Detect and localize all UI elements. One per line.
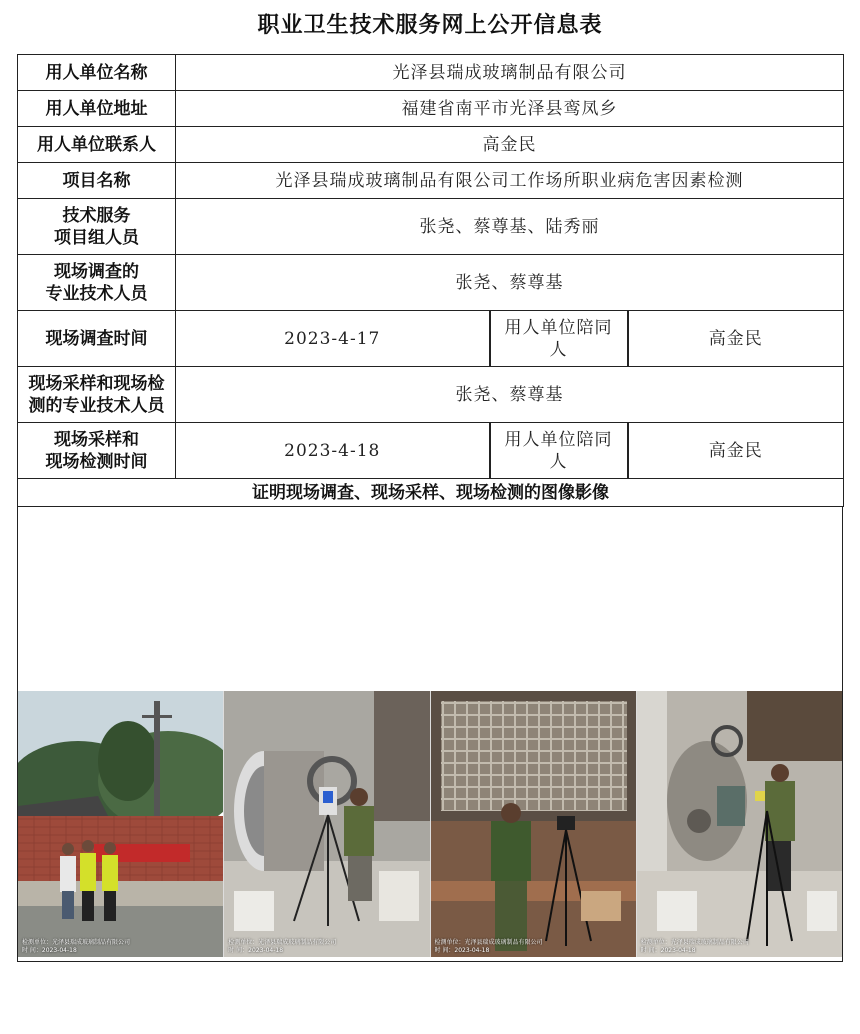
photo-4-stamp xyxy=(641,939,749,955)
photo-2-stamp-line1: 检测单位：光泽县瑞成玻璃制品有限公司 xyxy=(228,939,337,946)
photo-2-stamp xyxy=(228,939,336,955)
photo-area xyxy=(17,507,843,962)
photo-4-stamp-line2: 时 间：2023-04-18 xyxy=(640,947,696,954)
machine-sampling-photo xyxy=(637,691,842,957)
photo-strip xyxy=(18,691,842,957)
outdoor-team-photo xyxy=(18,691,224,957)
project-name-label: 项目名称 xyxy=(18,163,176,199)
row-photo-heading xyxy=(18,479,844,507)
sampling-staff-label xyxy=(18,367,176,423)
employer-address-label: 用人单位地址 xyxy=(18,91,176,127)
workshop-sampling-photo xyxy=(431,691,637,957)
survey-time-value: 2023-4-17 xyxy=(176,311,490,367)
project-team-label-line1: 技术服务 xyxy=(62,205,131,226)
sampling-time-label xyxy=(18,423,176,479)
sampling-companion-label-line1: 用人单位陪同 xyxy=(504,429,613,450)
employer-name-label: 用人单位名称 xyxy=(18,55,176,91)
sampling-staff-label-line1: 现场采样和现场检 xyxy=(28,373,165,394)
photo-4-stamp-line1: 检测单位：光泽县瑞成玻璃制品有限公司 xyxy=(640,939,749,946)
survey-companion-label-line1: 用人单位陪同 xyxy=(504,317,613,338)
row-sampling-staff xyxy=(18,367,844,423)
row-employer-contact xyxy=(18,127,844,163)
survey-staff-label-line1: 现场调查的 xyxy=(54,261,139,282)
employer-contact-label: 用人单位联系人 xyxy=(18,127,176,163)
page-title: 职业卫生技术服务网上公开信息表 xyxy=(257,12,603,38)
employer-name-value: 光泽县瑞成玻璃制品有限公司 xyxy=(176,55,844,91)
survey-companion-label xyxy=(490,311,628,367)
row-survey-staff xyxy=(18,255,844,311)
row-survey-time xyxy=(18,311,844,367)
survey-companion-value: 高金民 xyxy=(628,311,844,367)
sampling-time-label-line1: 现场采样和 xyxy=(54,429,139,450)
survey-staff-value: 张尧、蔡尊基 xyxy=(176,255,844,311)
survey-staff-label-line2: 专业技术人员 xyxy=(45,283,148,304)
row-project-team xyxy=(18,199,844,255)
survey-companion-label-line2: 人 xyxy=(549,339,568,360)
info-table xyxy=(17,54,844,507)
survey-time-label: 现场调查时间 xyxy=(18,311,176,367)
equipment-sampling-image xyxy=(224,691,430,957)
sampling-companion-value: 高金民 xyxy=(628,423,844,479)
row-sampling-time xyxy=(18,423,844,479)
photo-2-stamp-line2: 时 间：2023-04-18 xyxy=(228,947,284,954)
sampling-companion-label-line2: 人 xyxy=(549,451,568,472)
photo-3-stamp-line2: 时 间：2023-04-18 xyxy=(434,947,490,954)
photo-1-stamp-line2: 时 间：2023-04-18 xyxy=(22,947,77,954)
employer-contact-value: 高金民 xyxy=(176,127,844,163)
project-name-value: 光泽县瑞成玻璃制品有限公司工作场所职业病危害因素检测 xyxy=(176,163,844,199)
workshop-sampling-image xyxy=(431,691,637,957)
row-project-name xyxy=(18,163,844,199)
photo-1-stamp xyxy=(22,939,130,955)
photo-1-stamp-line1: 检测单位：光泽县瑞成玻璃制品有限公司 xyxy=(22,939,131,946)
survey-staff-label xyxy=(18,255,176,311)
info-sheet xyxy=(17,54,843,1034)
photo-section-heading: 证明现场调查、现场采样、现场检测的图像影像 xyxy=(18,479,844,507)
row-employer-name xyxy=(18,55,844,91)
row-employer-address xyxy=(18,91,844,127)
sampling-time-value: 2023-4-18 xyxy=(176,423,490,479)
photo-3-stamp-line1: 检测单位：光泽县瑞成玻璃制品有限公司 xyxy=(434,939,543,946)
sampling-staff-value: 张尧、蔡尊基 xyxy=(176,367,844,423)
project-team-label xyxy=(18,199,176,255)
employer-address-value: 福建省南平市光泽县鸾凤乡 xyxy=(176,91,844,127)
sampling-staff-label-line2: 测的专业技术人员 xyxy=(28,395,165,416)
sampling-companion-label xyxy=(490,423,628,479)
machine-sampling-image xyxy=(637,691,842,957)
photo-3-stamp xyxy=(435,939,543,955)
outdoor-team-image xyxy=(18,691,224,957)
equipment-sampling-photo xyxy=(224,691,430,957)
project-team-value: 张尧、蔡尊基、陆秀丽 xyxy=(176,199,844,255)
sampling-time-label-line2: 现场检测时间 xyxy=(45,451,148,472)
project-team-label-line2: 项目组人员 xyxy=(54,227,139,248)
